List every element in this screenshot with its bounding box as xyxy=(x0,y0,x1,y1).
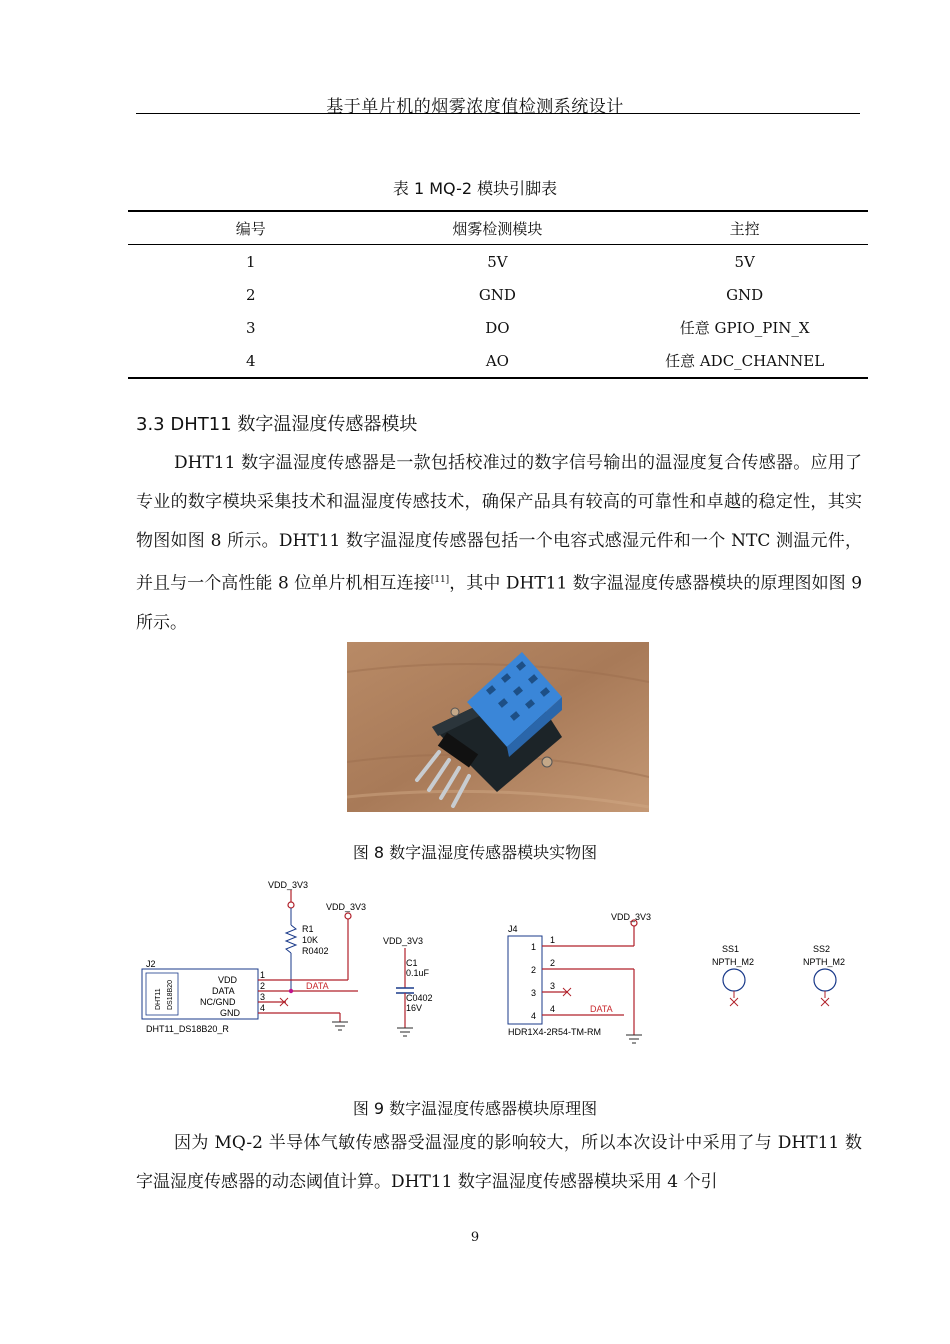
resistor-package: R0402 xyxy=(302,946,329,956)
resistor-name: R1 xyxy=(302,924,314,934)
col-header-module: 烟雾检测模块 xyxy=(374,211,622,245)
pin-table xyxy=(128,210,868,379)
pin-number: 1 xyxy=(531,942,537,952)
pin-label: DATA xyxy=(212,986,235,996)
table-cell: GND xyxy=(478,285,516,304)
pin-label: VDD xyxy=(218,975,238,985)
vdd-label: VDD_3V3 xyxy=(268,880,309,890)
table-row xyxy=(128,344,868,378)
pin-label: NC/GND xyxy=(200,997,236,1007)
mount-hole-ref: SS1 xyxy=(722,944,740,954)
table-cell: 5V xyxy=(487,252,508,271)
mount-hole-value: NPTH_M2 xyxy=(803,957,846,967)
resistor-value: 10K xyxy=(302,935,319,945)
pin-number: 2 xyxy=(260,981,266,991)
pin-number: 4 xyxy=(550,1004,556,1014)
paragraph-text: 因为 MQ-2 半导体气敏传感器受温湿度的影响较大，所以本次设计中采用了与 DHT11 数字温湿度传感器的动态阈值计算。DHT11 数字温湿度传感器模块采用 4 个引 xyxy=(136,1133,862,1192)
pin-label: GND xyxy=(220,1008,240,1018)
cap-value: 0.1uF xyxy=(406,968,430,978)
body-paragraph-2 xyxy=(136,1124,862,1202)
pin-number: 3 xyxy=(531,988,537,998)
cap-voltage: 16V xyxy=(406,1003,423,1013)
cap-package: C0402 xyxy=(406,993,433,1003)
table-cell: 2 xyxy=(245,285,256,304)
table-header-row xyxy=(128,211,868,245)
section-heading: 3.3 DHT11 数字温湿度传感器模块 xyxy=(136,414,418,435)
col-header-number: 编号 xyxy=(128,211,374,245)
table-caption: 表 1 MQ-2 模块引脚表 xyxy=(392,179,558,198)
table-row xyxy=(128,245,868,279)
pin-number: 2 xyxy=(531,965,537,975)
table-cell: 任意 ADC_CHANNEL xyxy=(621,344,868,378)
part-label: DS18B20 xyxy=(167,980,174,1010)
pin-number: 1 xyxy=(260,970,266,980)
vdd-label: VDD_3V3 xyxy=(383,936,424,946)
mount-hole-value: NPTH_M2 xyxy=(712,957,755,967)
col-header-master: 主控 xyxy=(621,211,868,245)
connector-ref: J2 xyxy=(146,959,156,969)
net-label-data: DATA xyxy=(306,981,329,991)
table-cell: 任意 GPIO_PIN_X xyxy=(679,319,810,337)
vdd-label: VDD_3V3 xyxy=(326,902,367,912)
table-cell: 3 xyxy=(245,318,256,337)
mount-hole-ref: SS2 xyxy=(813,944,831,954)
sensor-photo xyxy=(347,642,649,812)
figure-9-caption: 图 9 数字温湿度传感器模块原理图 xyxy=(352,1099,598,1118)
footprint-label: DHT11_DS18B20_R xyxy=(146,1024,229,1034)
paragraph-text: ，其中 DHT11 数字温湿度传感器模块的原理图如图 9 所示。 xyxy=(136,573,863,633)
page-number: 9 xyxy=(470,1230,480,1245)
table-cell: DO xyxy=(485,318,510,337)
header-rule xyxy=(136,113,860,114)
net-label-data: DATA xyxy=(590,1004,613,1014)
part-label: DHT11 xyxy=(155,988,162,1010)
footprint-label: HDR1X4-2R54-TM-RM xyxy=(508,1027,602,1037)
table-row xyxy=(128,311,868,344)
table-cell: 1 xyxy=(245,252,256,271)
pin-number: 3 xyxy=(260,992,266,1002)
schematic-diagram xyxy=(136,870,860,1090)
figure-8-caption: 图 8 数字温湿度传感器模块实物图 xyxy=(352,843,598,862)
body-paragraph-1 xyxy=(136,444,862,643)
table-cell: 5V xyxy=(734,252,755,271)
pin-number: 4 xyxy=(531,1011,537,1021)
table-row xyxy=(128,278,868,311)
pin-number: 2 xyxy=(550,958,556,968)
paragraph-text: DHT11 数字温湿度传感器是一款包括校准过的数字信号输出的温湿度复合传感器。应用了专业的数字模块采集技术和温湿度传感技术，确保产品具有较高的可靠性和卓越的稳定性，其实物图如图 8 所示。DHT11 数字温湿度传感器包括一个电容式感湿元件和一个 NTC 测温元件，并且与一个高性能 8 位单片机相互连接 xyxy=(136,453,862,594)
table-cell: 4 xyxy=(128,344,374,378)
vdd-label: VDD_3V3 xyxy=(611,912,652,922)
pin-number: 4 xyxy=(260,1003,266,1013)
citation: [11] xyxy=(430,575,450,585)
running-header: 基于单片机的烟雾浓度值检测系统设计 xyxy=(326,97,624,117)
pin-number: 1 xyxy=(550,935,556,945)
cap-name: C1 xyxy=(406,958,418,968)
connector-ref: J4 xyxy=(508,924,518,934)
table-cell: AO xyxy=(374,344,622,378)
table-cell: GND xyxy=(726,285,764,304)
pin-number: 3 xyxy=(550,981,556,991)
